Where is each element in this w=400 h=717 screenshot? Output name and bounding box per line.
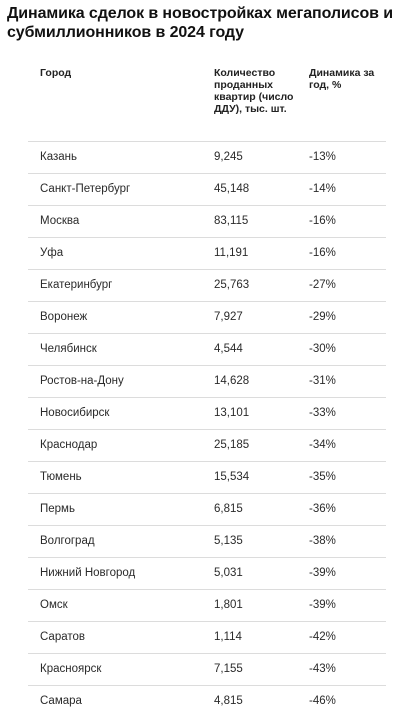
cell-count: 25,763: [214, 279, 250, 291]
cell-dynamics: -27%: [309, 279, 336, 291]
page-title: Динамика сделок в новостройках мегаполисов и субмиллионников в 2024 году: [7, 5, 393, 41]
table-row: [28, 493, 386, 525]
cell-dynamics: -42%: [309, 631, 336, 643]
cell-count: 1,114: [214, 631, 242, 643]
cell-dynamics: -31%: [309, 375, 336, 387]
cell-dynamics: -38%: [309, 535, 336, 547]
cell-city: Красноярск: [40, 663, 102, 675]
cell-dynamics: -33%: [309, 407, 336, 419]
cell-dynamics: -35%: [309, 471, 336, 483]
cell-city: Санкт-Петербург: [40, 183, 131, 195]
cell-dynamics: -16%: [309, 215, 336, 227]
table-body: [28, 141, 386, 717]
cell-count: 6,815: [214, 503, 243, 515]
cell-city: Уфа: [40, 247, 64, 259]
cell-city: Москва: [40, 215, 80, 227]
cell-count: 83,115: [214, 215, 249, 227]
cell-city: Самара: [40, 695, 82, 707]
table-row: [28, 237, 386, 269]
cell-city: Ростов-на-Дону: [40, 375, 124, 387]
cell-dynamics: -43%: [309, 663, 336, 675]
cell-count: 45,148: [214, 183, 250, 195]
column-header-count: Количество проданных квартир (число ДДУ), тыс. шт.: [214, 67, 294, 115]
cell-count: 7,927: [214, 311, 243, 323]
table-row: [28, 141, 386, 173]
cell-dynamics: -30%: [309, 343, 336, 355]
cell-city: Воронеж: [40, 311, 88, 323]
cell-count: 13,101: [214, 407, 250, 419]
cell-city: Саратов: [40, 631, 86, 643]
cell-count: 4,544: [214, 343, 243, 355]
cell-city: Екатеринбург: [40, 279, 113, 291]
cell-city: Новосибирск: [40, 407, 110, 419]
column-header-dynamics: Динамика за год, %: [309, 67, 375, 91]
cell-count: 9,245: [214, 151, 243, 163]
table-row: [28, 301, 386, 333]
table-row: [28, 365, 386, 397]
table-row: [28, 173, 386, 205]
cell-dynamics: -39%: [309, 567, 336, 579]
cell-city: Волгоград: [40, 535, 95, 547]
table-row: [28, 525, 386, 557]
cell-count: 7,155: [214, 663, 243, 675]
table-row: [28, 429, 386, 461]
cell-dynamics: -46%: [309, 695, 336, 707]
cell-city: Пермь: [40, 503, 75, 515]
cell-count: 15,534: [214, 471, 250, 483]
table-row: [28, 653, 386, 685]
cell-count: 4,815: [214, 695, 243, 707]
cell-dynamics: -14%: [309, 183, 336, 195]
cell-city: Омск: [40, 599, 68, 611]
table-row: [28, 589, 386, 621]
column-header-city: Город: [40, 67, 72, 79]
table-row: [28, 621, 386, 653]
cell-dynamics: -39%: [309, 599, 336, 611]
cell-city: Челябинск: [40, 343, 97, 355]
cell-city: Казань: [40, 151, 77, 163]
cell-dynamics: -13%: [309, 151, 336, 163]
table-row: [28, 461, 386, 493]
cell-city: Краснодар: [40, 439, 98, 451]
table-row: [28, 333, 386, 365]
cell-count: 1,801: [214, 599, 243, 611]
table-header: [0, 58, 400, 138]
cell-count: 14,628: [214, 375, 250, 387]
cell-dynamics: -29%: [309, 311, 336, 323]
cell-count: 11,191: [214, 247, 249, 259]
cell-count: 5,031: [214, 567, 243, 579]
table-row: [28, 205, 386, 237]
table-row: [28, 397, 386, 429]
table-row: [28, 557, 386, 589]
cell-dynamics: -36%: [309, 503, 336, 515]
cell-count: 5,135: [214, 535, 243, 547]
cell-city: Тюмень: [40, 471, 82, 483]
cell-city: Нижний Новгород: [40, 567, 136, 579]
cell-count: 25,185: [214, 439, 250, 451]
cell-dynamics: -16%: [309, 247, 336, 259]
table-row: [28, 269, 386, 301]
table-row: [28, 685, 386, 717]
cell-dynamics: -34%: [309, 439, 336, 451]
